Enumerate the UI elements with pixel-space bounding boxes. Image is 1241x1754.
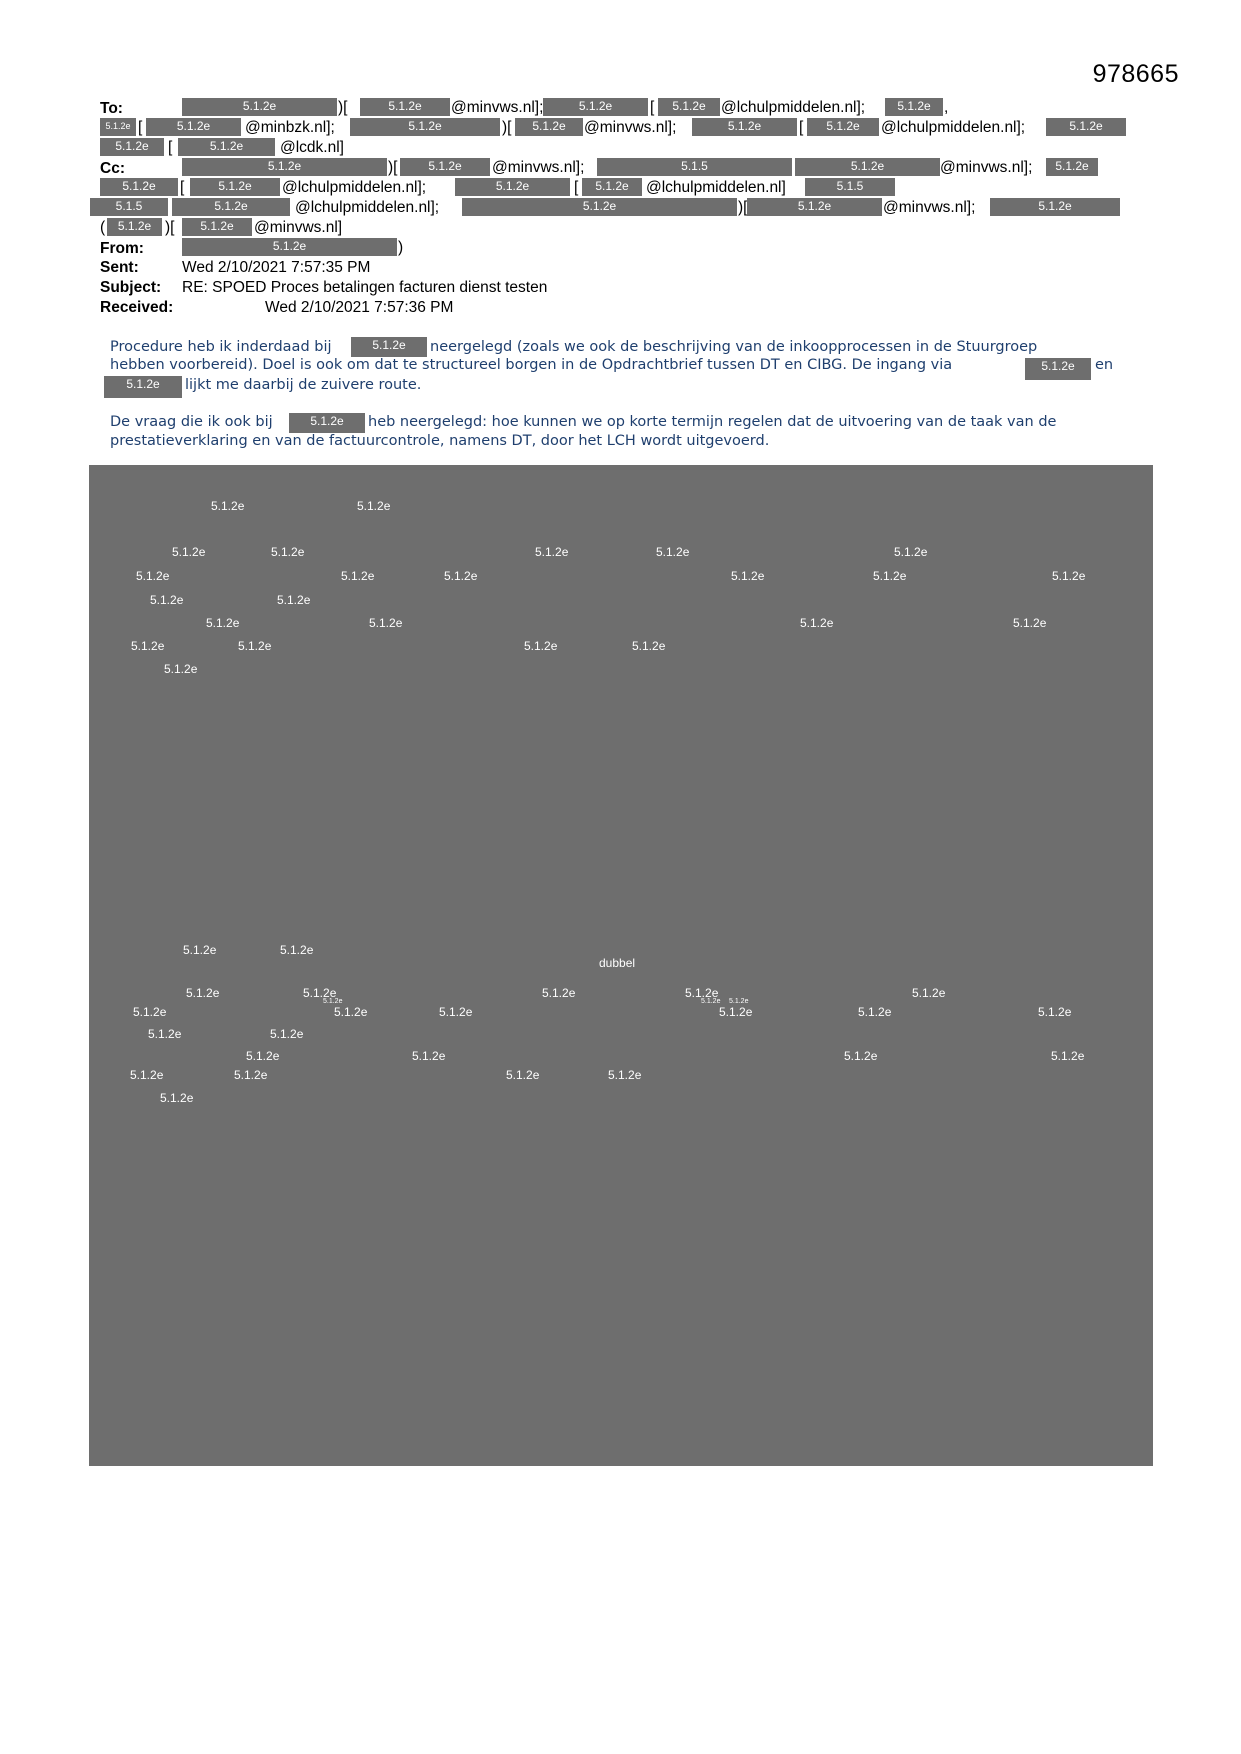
redaction-box: 5.1.2e <box>100 178 178 196</box>
email-domain: @lchulpmiddelen.nl]; <box>282 179 427 196</box>
redaction-box: 5.1.2e <box>885 98 943 116</box>
email-domain: @minbzk.nl]; <box>245 119 335 136</box>
redaction-box: 5.1.2e <box>172 198 290 216</box>
redaction-box: 5.1.2e <box>100 138 164 156</box>
redaction-label: 5.1.2e <box>277 593 311 607</box>
redaction-label: 5.1.2e <box>729 998 749 1005</box>
redaction-box: 5.1.2e <box>462 198 737 216</box>
redaction-label: 5.1.2e <box>136 569 170 583</box>
redaction-label: 5.1.2e <box>341 569 375 583</box>
redaction-label: 5.1.2e <box>1013 616 1047 630</box>
document-number: 978665 <box>1092 60 1179 88</box>
redaction-label: 5.1.2e <box>535 545 569 559</box>
email-domain: @minvws.nl]; <box>940 159 1033 176</box>
body-text: en <box>1095 357 1114 373</box>
body-text: hebben voorbereid). Doel is ook om dat te structureel borgen in de Opdrachtbrief tussen DT en CIBG. De ingang via <box>110 357 953 373</box>
redaction-box: 5.1.2e <box>289 413 365 433</box>
redaction-label: 5.1.2e <box>873 569 907 583</box>
redaction-box: 5.1.5 <box>805 178 895 196</box>
redaction-box: 5.1.2e <box>747 198 882 216</box>
email-domain: @minvws.nl]; <box>492 159 585 176</box>
redaction-label: 5.1.2e <box>858 1005 892 1019</box>
redaction-label: 5.1.2e <box>280 943 314 957</box>
redaction-box: 5.1.5 <box>597 158 792 176</box>
received-label: Received: <box>100 299 174 316</box>
redaction-label: 5.1.2e <box>656 545 690 559</box>
redaction-box: 5.1.2e <box>658 98 720 116</box>
redacted-block <box>89 465 1153 1466</box>
redaction-label: 5.1.2e <box>731 569 765 583</box>
redaction-label: 5.1.2e <box>369 616 403 630</box>
redaction-label: 5.1.2e <box>186 986 220 1000</box>
redaction-box: 5.1.2e <box>400 158 490 176</box>
redaction-box: 5.1.2e <box>100 118 136 136</box>
redaction-box: 5.1.2e <box>104 376 182 398</box>
redaction-label: 5.1.2e <box>234 1068 268 1082</box>
redaction-label: 5.1.2e <box>131 639 165 653</box>
redaction-box: 5.1.2e <box>146 118 241 136</box>
email-domain: @minvws.nl]; <box>883 199 976 216</box>
redaction-box: 5.1.2e <box>182 98 337 116</box>
redaction-label: 5.1.2e <box>246 1049 280 1063</box>
redaction-label: 5.1.2e <box>357 499 391 513</box>
redaction-box: 5.1.2e <box>182 238 397 256</box>
redaction-label: 5.1.2e <box>271 545 305 559</box>
redaction-label: 5.1.2e <box>130 1068 164 1082</box>
redaction-label: 5.1.2e <box>334 1005 368 1019</box>
redaction-box: 5.1.5 <box>90 198 168 216</box>
redaction-box: 5.1.2e <box>360 98 450 116</box>
email-domain: @lchulpmiddelen.nl]; <box>721 99 866 116</box>
redaction-label: 5.1.2e <box>1038 1005 1072 1019</box>
email-domain: @lchulpmiddelen.nl]; <box>881 119 1026 136</box>
redaction-label: 5.1.2e <box>701 998 721 1005</box>
redaction-box: 5.1.2e <box>178 138 275 156</box>
redaction-label: 5.1.2e <box>608 1068 642 1082</box>
email-domain: @minvws.nl]; <box>451 99 544 116</box>
email-domain: @minvws.nl] <box>254 219 343 236</box>
body-text: heb neergelegd: hoe kunnen we op korte termijn regelen dat de uitvoering van de taak van de <box>368 414 1057 430</box>
redaction-box: 5.1.2e <box>1046 118 1126 136</box>
redaction-label: 5.1.2e <box>148 1027 182 1041</box>
redaction-box: 5.1.2e <box>182 218 252 236</box>
redaction-box: 5.1.2e <box>455 178 570 196</box>
redaction-label: 5.1.2e <box>303 986 337 1000</box>
sent-label: Sent: <box>100 259 139 276</box>
subject-value: RE: SPOED Proces betalingen facturen dienst testen <box>182 279 548 296</box>
redaction-label: 5.1.2e <box>238 639 272 653</box>
redaction-label: 5.1.2e <box>133 1005 167 1019</box>
redaction-box: 5.1.2e <box>795 158 940 176</box>
redaction-label: 5.1.2e <box>150 593 184 607</box>
redaction-box: 5.1.2e <box>1025 358 1091 380</box>
redaction-label: 5.1.2e <box>211 499 245 513</box>
redaction-box: 5.1.2e <box>807 118 879 136</box>
redaction-label: 5.1.2e <box>844 1049 878 1063</box>
redaction-label: 5.1.2e <box>1051 1049 1085 1063</box>
email-domain: @lcdk.nl] <box>280 139 344 156</box>
redaction-label: 5.1.2e <box>270 1027 304 1041</box>
body-text: prestatieverklaring en van de factuurcontrole, namens DT, door het LCH wordt uitgevoerd. <box>110 433 770 449</box>
redaction-label: 5.1.2e <box>444 569 478 583</box>
redaction-box: 5.1.2e <box>107 218 162 236</box>
redaction-box: 5.1.2e <box>515 118 583 136</box>
to-label: To: <box>100 100 123 117</box>
from-label: From: <box>100 240 144 257</box>
redaction-box: 5.1.2e <box>1046 158 1098 176</box>
redaction-label: 5.1.2e <box>164 662 198 676</box>
redaction-box: 5.1.2e <box>351 337 427 357</box>
redaction-label: 5.1.2e <box>412 1049 446 1063</box>
redaction-label: 5.1.2e <box>1052 569 1086 583</box>
body-text: lijkt me daarbij de zuivere route. <box>185 377 422 393</box>
redaction-box: 5.1.2e <box>182 158 387 176</box>
redaction-label: 5.1.2e <box>524 639 558 653</box>
note-dubbel: dubbel <box>599 956 636 970</box>
redaction-box: 5.1.2e <box>190 178 280 196</box>
redaction-box: 5.1.2e <box>350 118 500 136</box>
redaction-label: 5.1.2e <box>542 986 576 1000</box>
email-domain: @lchulpmiddelen.nl]; <box>295 199 440 216</box>
redaction-box: 5.1.2e <box>692 118 797 136</box>
redaction-label: 5.1.2e <box>719 1005 753 1019</box>
redaction-label: 5.1.2e <box>800 616 834 630</box>
cc-label: Cc: <box>100 160 125 177</box>
redaction-label: 5.1.2e <box>183 943 217 957</box>
email-domain: @minvws.nl]; <box>584 119 677 136</box>
redaction-label: 5.1.2e <box>685 986 719 1000</box>
redaction-label: 5.1.2e <box>172 545 206 559</box>
subject-label: Subject: <box>100 279 162 296</box>
body-text: neergelegd (zoals we ook de beschrijving van de inkoopprocessen in de Stuurgroep <box>430 339 1038 355</box>
redaction-label: 5.1.2e <box>894 545 928 559</box>
redaction-box: 5.1.2e <box>543 98 648 116</box>
redaction-label: 5.1.2e <box>632 639 666 653</box>
redaction-label: 5.1.2e <box>323 998 343 1005</box>
redaction-label: 5.1.2e <box>160 1091 194 1105</box>
redaction-label: 5.1.2e <box>439 1005 473 1019</box>
body-text: De vraag die ik ook bij <box>110 414 273 430</box>
redaction-label: 5.1.2e <box>206 616 240 630</box>
redaction-label: 5.1.2e <box>912 986 946 1000</box>
redaction-label: 5.1.2e <box>506 1068 540 1082</box>
received-value: Wed 2/10/2021 7:57:36 PM <box>265 299 454 316</box>
sent-value: Wed 2/10/2021 7:57:35 PM <box>182 259 371 276</box>
redaction-box: 5.1.2e <box>990 198 1120 216</box>
body-text: Procedure heb ik inderdaad bij <box>110 339 332 355</box>
redaction-box: 5.1.2e <box>582 178 642 196</box>
email-domain: @lchulpmiddelen.nl] <box>646 179 786 196</box>
